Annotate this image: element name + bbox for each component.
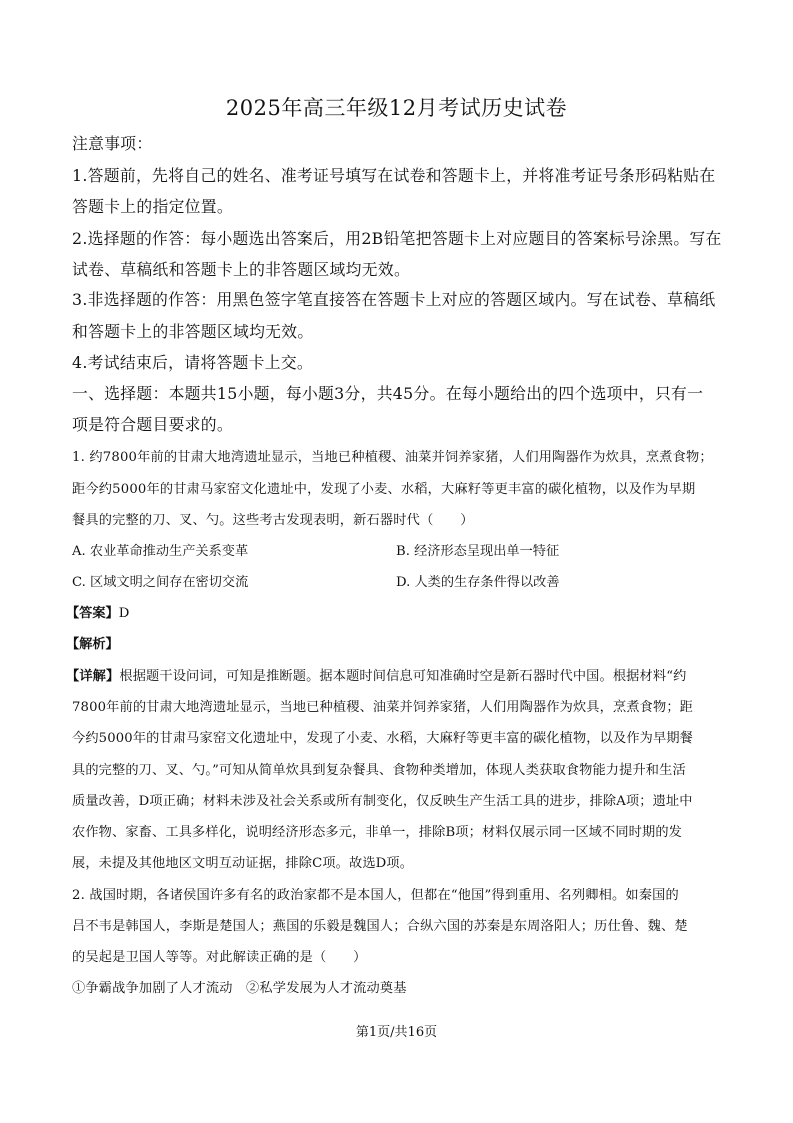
explanation-line: 今约5000年的甘肃马家窑文化遗址中，发现了小麦、水稻，大麻籽等更丰富的碳化植物，以及作为早期餐 xyxy=(72,731,694,746)
notice-line: 1.答题前，先将自己的姓名、准考证号填写在试卷和答题卡上，并将准考证号条形码粘贴在 xyxy=(72,166,716,185)
question-1-option-b: B. 经济形态呈现出单一特征 xyxy=(396,544,560,559)
explanation-line: 7800年前的甘肃大地湾遗址显示，当地已种植稷、油菜并饲养家猪，人们用陶器作为炊具，烹煮食物；距 xyxy=(72,700,694,715)
page-title: 2025年高三年级12月考试历史试卷 xyxy=(225,96,568,120)
explanation-line: 质量改善，D项正确；材料未涉及社会关系或所有制变化，仅反映生产生活工具的进步，排除A项；遗址中 xyxy=(72,794,693,809)
question-1-option-d: D. 人类的生存条件得以改善 xyxy=(396,575,560,590)
question-2-stem: 2. 战国时期，各诸侯国许多有名的政治家都不是本国人，但都在“他国”得到重用、名列卿相。如秦国的 xyxy=(72,888,679,903)
explanation-line: 具的完整的刀、叉、勺。”可知从简单炊具到复杂餐具、食物种类增加，体现人类获取食物能力提升和生活 xyxy=(72,763,686,778)
detail-label: 【详解】 xyxy=(66,669,120,684)
question-1-option-c: C. 区域文明之间存在密切交流 xyxy=(72,575,249,590)
answer-label: 【答案】 xyxy=(66,606,119,621)
question-2-statements: ①争霸战争加剧了人才流动 ②私学发展为人才流动奠基 xyxy=(72,981,407,996)
question-2-stem: 吕不韦是韩国人，李斯是楚国人；燕国的乐毅是魏国人；合纵六国的苏秦是东周洛阳人；历仕鲁、魏、楚 xyxy=(72,919,688,934)
explanation-line xyxy=(66,670,686,683)
answer-value: D xyxy=(118,606,130,621)
question-1-option-a: A. 农业革命推动生产关系变革 xyxy=(72,544,249,559)
section-heading: 一、选择题：本题共15小题，每小题3分，共45分。在每小题给出的四个选项中，只有一 xyxy=(72,384,704,403)
analysis-label: 【解析】 xyxy=(66,637,119,652)
answer-line xyxy=(66,607,129,620)
question-2-stem: 的吴起是卫国人等等。对此解读正确的是（ ） xyxy=(72,950,367,965)
explanation-line: 农作物、家畜、工具多样化，说明经济形态多元，非单一，排除B项；材料仅展示同一区域不同时期的发 xyxy=(72,825,683,840)
question-1-stem: 餐具的完整的刀、叉、勺。这些考古发现表明，新石器时代（ ） xyxy=(72,513,474,528)
notice-line: 2.选择题的作答：每小题选出答案后，用2B铅笔把答题卡上对应题目的答案标号涂黑。写在 xyxy=(72,229,722,248)
question-1-stem: 1. 约7800年前的甘肃大地湾遗址显示，当地已种植稷、油菜并饲养家猪，人们用陶器作为炊具，烹煮食物； xyxy=(72,450,713,465)
notice-line: 试卷、草稿纸和答题卡上的非答题区域均无效。 xyxy=(72,260,411,279)
page-footer: 第1页/共16页 xyxy=(355,1025,438,1040)
section-heading: 项是符合题目要求的。 xyxy=(72,415,233,434)
notice-line: 3.非选择题的作答：用黑色签字笔直接答在答题卡上对应的答题区域内。写在试卷、草稿纸 xyxy=(72,290,716,309)
notice-line: 答题卡上的指定位置。 xyxy=(72,197,233,216)
explanation-text: 根据题干设问词，可知是推断题。据本题时间信息可知准确时空是新石器时代中国。根据材料“约 xyxy=(119,669,687,684)
explanation-line: 展，未提及其他地区文明互动证据，排除C项。故选D项。 xyxy=(72,856,414,871)
notice-heading: 注意事项： xyxy=(72,134,153,153)
notice-line: 和答题卡上的非答题区域均无效。 xyxy=(72,322,314,341)
question-1-stem: 距今约5000年的甘肃马家窑文化遗址中，发现了小麦、水稻，大麻籽等更丰富的碳化植物，以及作为早期 xyxy=(72,482,696,497)
notice-line: 4.考试结束后，请将答题卡上交。 xyxy=(72,353,314,372)
